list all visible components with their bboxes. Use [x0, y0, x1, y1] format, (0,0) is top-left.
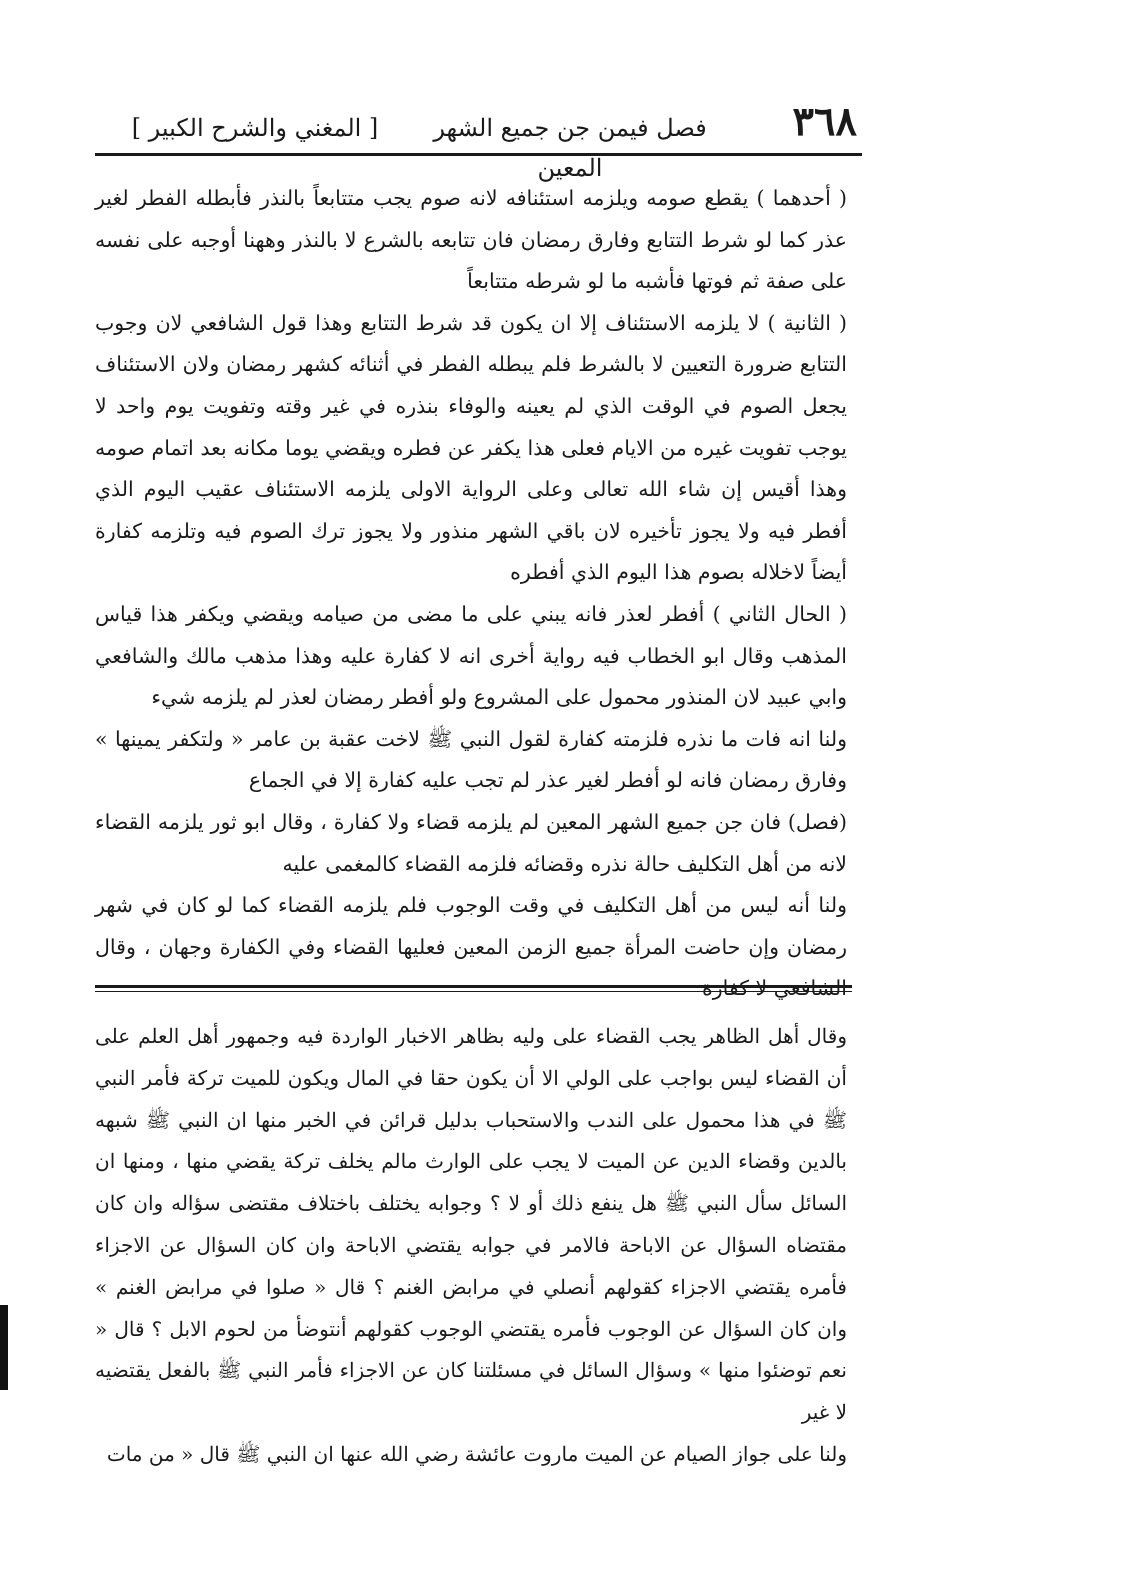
book-title: [ المغني والشرح الكبير ] [131, 114, 379, 142]
footnote-divider-thick [95, 985, 852, 988]
commentary-text-block [95, 1016, 847, 1476]
paragraph-second-opinion: ( الثانية ) لا يلزمه الاستئناف إلا ان يكون قد شرط التتابع وهذا قول الشافعي لان وجوب التتابع ضرورة التعيين لا بالشرط فلم يبطله الفطر في أثنائه كشهر رمضان ولان الاستئناف يجعل الصوم في الوقت الذي لم يعينه والوفاء بنذره في غير وقته وتفويت يوم واحد لا يوجب تفويت غيره من الايام فعلى هذا يكفر عن فطره ويقضي يوما مكانه بعد اتمام صومه وهذا أقيس إن شاء الله تعالى وعلى الرواية الاولى يلزمه الاستئناف عقيب اليوم الذي أفطر فيه ولا يجوز تأخيره لان باقي الشهر منذور ولا يجوز ترك الصوم فيه وتلزمه كفارة أيضاً لاخلاله بصوم هذا اليوم الذي أفطره [95, 310, 847, 585]
running-title: فصل فيمن جن جميع الشهر المعين [433, 114, 707, 182]
scan-margin-mark [0, 1305, 8, 1390]
paragraph-menstruation: ولنا أنه ليس من أهل التكليف في وقت الوجوب فلم يلزمه القضاء كما لو كان في شهر رمضان وإن حاضت المرأة جميع الزمن المعين فعليها القضاء وفي الكفارة وجهان ، وقال الشافعي لا كفارة [95, 893, 847, 1001]
footnote-divider-thin [95, 991, 852, 992]
paragraph-our-view: ولنا انه فات ما نذره فلزمته كفارة لقول النبي ﷺ لاخت عقبة بن عامر « ولتكفر يمينها » وفارق رمضان فانه لو أفطر لغير عذر لم تجب عليه كفارة إلا في الجماع [95, 726, 847, 793]
commentary-paragraph-zahiri: وقال أهل الظاهر يجب القضاء على وليه بظاهر الاخبار الواردة فيه وجمهور أهل العلم على أن القضاء ليس بواجب على الولي الا أن يكون حقا في المال ويكون للميت تركة فأمر النبي ﷺ في هذا محمول على الندب والاستحباب بدليل قرائن في الخبر منها ان النبي ﷺ شبهه بالدين وقضاء الدين عن الميت لا يجب على الوارث مالم يخلف تركة يقضي منها ، ومنها ان السائل سأل النبي ﷺ هل ينفع ذلك أو لا ؟ وجوابه يختلف باختلاف مقتضى سؤاله وان كان مقتضاه السؤال عن الاباحة فالامر في جوابه يقتضي الاباحة وان كان السؤال عن الاجزاء فأمره يقتضي الاجزاء كقولهم أنصلي في مرابض الغنم ؟ قال « صلوا في مرابض الغنم » وان كان السؤال عن الوجوب فأمره يقتضي الوجوب كقولهم أنتوضأ من لحوم الابل ؟ قال « نعم توضئوا منها » وسؤال السائل في مسئلتنا كان عن الاجزاء فأمر النبي ﷺ بالفعل يقتضيه لا غير [95, 1024, 847, 1425]
paragraph-section-insanity: (فصل) فان جن جميع الشهر المعين لم يلزمه قضاء ولا كفارة ، وقال ابو ثور يلزمه القضاء لانه من أهل التكليف حالة نذره وقضائه فلزمه القضاء كالمغمى عليه [95, 809, 847, 876]
paragraph-second-case: ( الحال الثاني ) أفطر لعذر فانه يبني على ما مضى من صيامه ويقضي ويكفر هذا قياس المذهب وقال ابو الخطاب فيه رواية أخرى انه لا كفارة عليه وهذا مذهب مالك والشافعي وابي عبيد لان المنذور محمول على المشروع ولو أفطر رمضان لعذر لم يلزمه شيء [95, 601, 847, 710]
main-text-block [95, 178, 847, 1010]
page-number: ٣٦٨ [792, 98, 857, 145]
paragraph-first-opinion: ( أحدهما ) يقطع صومه ويلزمه استئنافه لانه صوم يجب متتابعاً بالنذر فأبطله الفطر لغير عذر كما لو شرط التتابع وفارق رمضان فان تتابعه بالشرع لا بالنذر وههنا أوجبه على نفسه على صفة ثم فوتها فأشبه ما لو شرطه متتابعاً [95, 186, 847, 294]
commentary-paragraph-aisha: ولنا على جواز الصيام عن الميت ماروت عائشة رضي الله عنها ان النبي ﷺ قال « من مات [106, 1441, 847, 1466]
header-rule [95, 153, 862, 156]
